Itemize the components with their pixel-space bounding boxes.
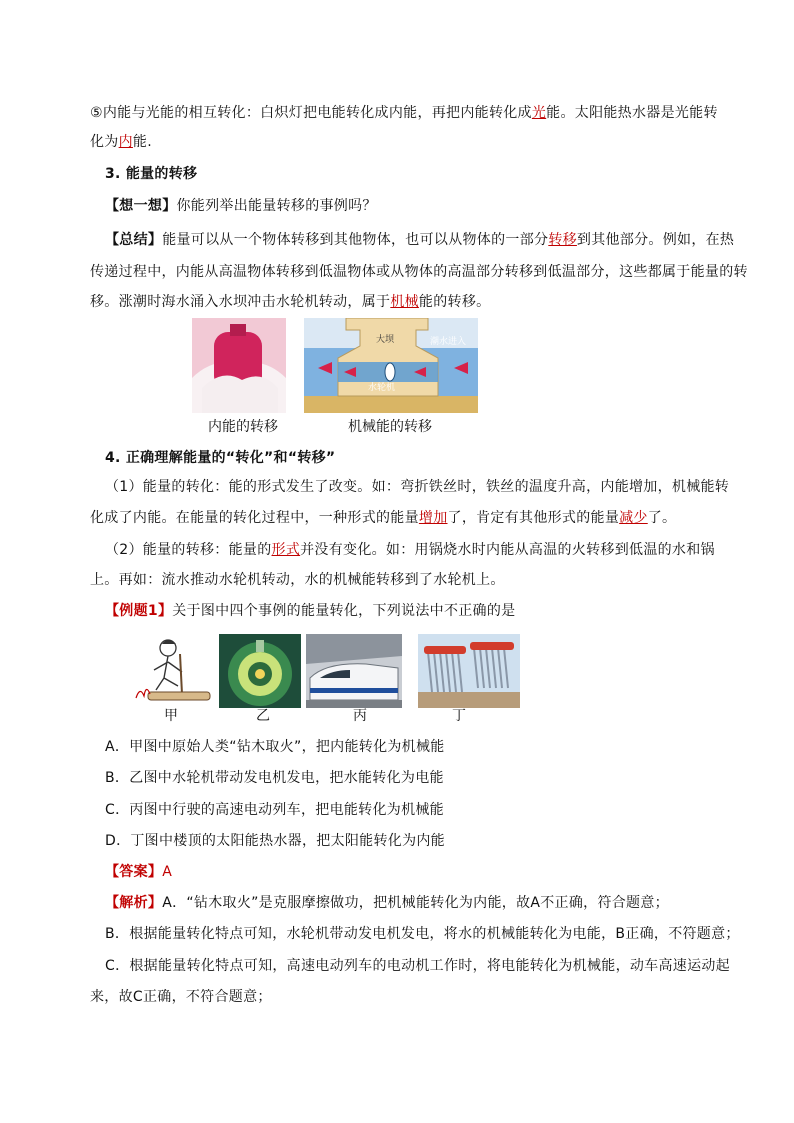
text: A．“钻木取火”是克服摩擦做功，把机械能转化为内能，故A不正确，符合题意； — [162, 895, 669, 911]
figure-label-ding: 丁 — [452, 708, 466, 724]
figure-label-bing: 丙 — [353, 708, 367, 724]
analysis-a — [105, 893, 669, 913]
underlined-answer: 增加 — [418, 510, 448, 526]
summary-line3 — [90, 292, 490, 312]
tag-label: 【答案】 — [105, 864, 163, 880]
heading-conversion-transfer: 4. 正确理解能量的“转化”和“转移” — [105, 450, 336, 466]
underlined-answer: 光 — [531, 105, 547, 121]
hot-water-bottle-photo — [192, 318, 286, 413]
text: ⑤内能与光能的相互转化：白炽灯把电能转化成内能，再把内能转化成 — [90, 105, 532, 121]
turbine-label: 水轮机 — [368, 383, 396, 393]
caption-internal-energy-transfer: 内能的转移 — [208, 419, 278, 435]
figure-label-jia: 甲 — [164, 708, 178, 724]
text: 了。 — [647, 510, 677, 526]
solar-water-heater-photo — [418, 634, 520, 708]
text: 化成了内能。在能量的转化过程中，一种形式的能量 — [90, 510, 419, 526]
underlined-answer: 转移 — [548, 232, 577, 248]
tag-label: 【总结】 — [105, 232, 163, 248]
text: 了，肯定有其他形式的能量 — [447, 510, 620, 526]
text: 能量可以从一个物体转移到其他物体，也可以从物体的一部分 — [162, 232, 549, 248]
heading-energy-transfer: 3. 能量的转移 — [105, 166, 198, 182]
underlined-answer: 形式 — [271, 542, 301, 558]
text: 移。涨潮时海水涌入水坝冲击水轮机转动，属于 — [90, 294, 391, 310]
tag-label: 【例题1】 — [105, 603, 173, 619]
text: 你能列举出能量转移的事例吗？ — [176, 198, 377, 214]
summary-line1 — [105, 230, 734, 250]
think-line — [105, 196, 377, 216]
conversion-line1: （1）能量的转化：能的形式发生了改变。如：弯折铁丝时，铁丝的温度升高，内能增加，机械能转 — [105, 479, 730, 495]
text: 能. — [132, 134, 152, 150]
drill-fire-illustration — [128, 634, 212, 708]
option-c: C．丙图中行驶的高速电动列车，把电能转化为机械能 — [105, 802, 444, 818]
analysis-b: B．根据能量转化特点可知，水轮机带动发电机发电，将水的机械能转化为电能，B正确，不符题意； — [105, 926, 740, 942]
option-a: A．甲图中原始人类“钻木取火”，把内能转化为机械能 — [105, 739, 445, 755]
tidal-dam-diagram — [304, 318, 478, 413]
text: 能。太阳能热水器是光能转 — [546, 105, 718, 121]
text: 能的转移。 — [418, 294, 491, 310]
text: 到其他部分。例如，在热 — [576, 232, 735, 248]
tag-label: 【解析】 — [105, 895, 163, 911]
text: （2）能量的转移：能量的 — [105, 542, 272, 558]
dam-label: 大坝 — [376, 335, 395, 345]
para-energy-light-line2 — [90, 132, 152, 152]
tag-label: 【想一想】 — [105, 198, 177, 214]
answer-value: A — [162, 864, 173, 880]
caption-mechanical-energy-transfer: 机械能的转移 — [348, 419, 432, 435]
transfer-line2: 上。再如：流水推动水轮机转动，水的机械能转移到了水轮机上。 — [90, 572, 505, 588]
underlined-answer: 机械 — [390, 294, 419, 310]
tide-label: 潮水进入 — [430, 337, 467, 347]
figure-label-yi: 乙 — [256, 708, 270, 724]
text: 化为 — [90, 134, 119, 150]
para-energy-light — [90, 103, 718, 123]
option-d: D．丁图中楼顶的太阳能热水器，把太阳能转化为内能 — [105, 833, 445, 849]
answer-line — [105, 862, 172, 882]
text: 关于图中四个事例的能量转化，下列说法中不正确的是 — [172, 603, 516, 619]
conversion-line2 — [90, 508, 676, 528]
summary-line2: 传递过程中，内能从高温物体转移到低温物体或从物体的高温部分转移到低温部分，这些都属于能量的转 — [90, 264, 748, 280]
high-speed-train-photo — [306, 634, 402, 708]
transfer-line1 — [105, 540, 715, 560]
underlined-answer: 减少 — [619, 510, 648, 526]
turbine-generator-photo — [219, 634, 301, 708]
example-line — [105, 601, 515, 621]
analysis-c2: 来，故C正确，不符合题意； — [90, 989, 272, 1005]
text: 并没有变化。如：用锅烧水时内能从高温的火转移到低温的水和锅 — [300, 542, 715, 558]
analysis-c1: C．根据能量转化特点可知，高速电动列车的电动机工作时，将电能转化为机械能，动车高速运动起 — [105, 958, 730, 974]
underlined-answer: 内 — [118, 134, 133, 150]
option-b: B．乙图中水轮机带动发电机发电，把水能转化为电能 — [105, 770, 444, 786]
